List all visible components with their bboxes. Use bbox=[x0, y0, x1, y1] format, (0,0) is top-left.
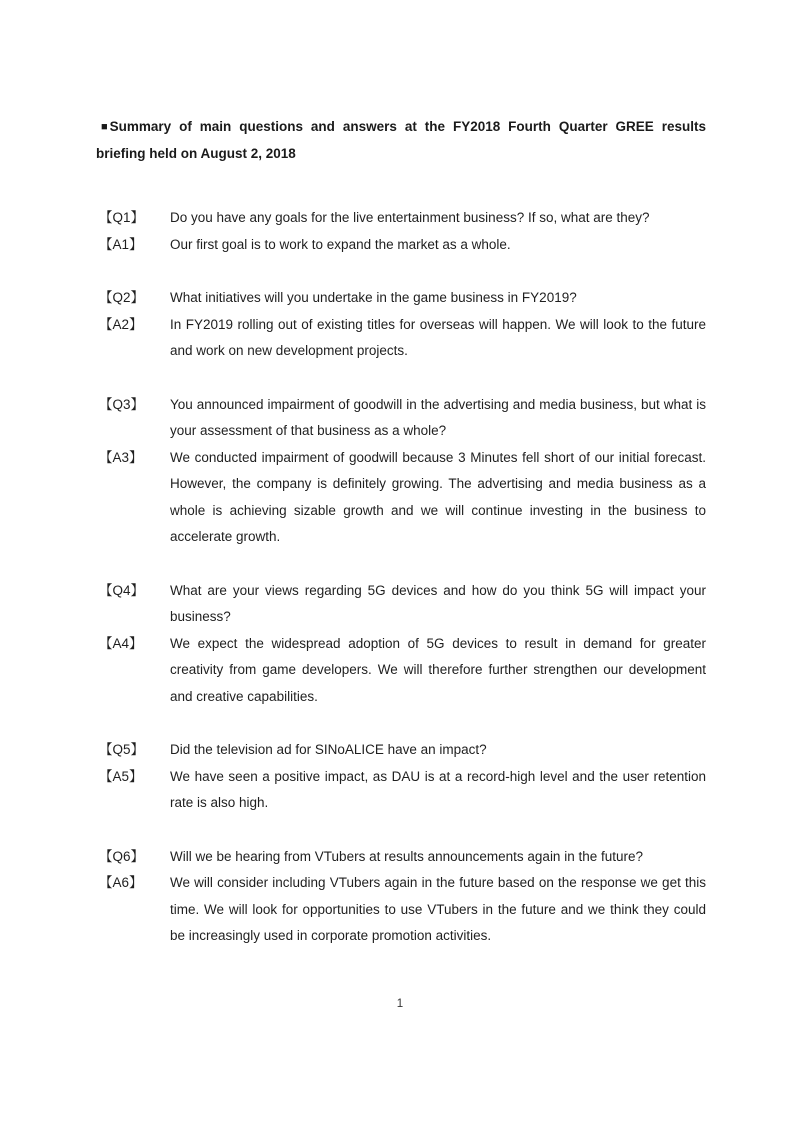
answer-row bbox=[96, 445, 706, 551]
answer-text: We have seen a positive impact, as DAU is at a record-high level and the user retention rate is also high. bbox=[170, 768, 706, 810]
question-label: 【Q4】 bbox=[99, 582, 145, 598]
answer-label: 【A5】 bbox=[99, 768, 143, 784]
square-bullet-icon: ■ bbox=[101, 121, 108, 133]
answer-row bbox=[96, 312, 706, 365]
answer-label: 【A6】 bbox=[99, 875, 143, 890]
answer-text: We will consider including VTubers again in the future based on the response we get this time. We will look for opportunities to use VTubers in the future and we think they could be increasingly used in corporate promotion activities. bbox=[170, 875, 706, 943]
question-row bbox=[96, 205, 706, 232]
answer-row bbox=[96, 631, 706, 711]
document-content bbox=[96, 114, 706, 977]
question-text: You announced impairment of goodwill in the advertising and media business, but what is your assessment of that business as a whole? bbox=[170, 396, 706, 438]
answer-label: 【A4】 bbox=[99, 635, 143, 651]
question-row bbox=[96, 578, 706, 631]
qa-group-4 bbox=[96, 578, 706, 711]
answer-label: 【A2】 bbox=[99, 316, 143, 332]
question-row bbox=[96, 285, 706, 312]
answer-text: We expect the widespread adoption of 5G devices to result in demand for greater creativity from game developers. We will therefore further strengthen our development and creative capabilities. bbox=[170, 635, 706, 704]
question-label: 【Q1】 bbox=[99, 210, 145, 225]
question-text: What are your views regarding 5G devices and how do you think 5G will impact your business? bbox=[170, 582, 706, 624]
question-row bbox=[96, 392, 706, 445]
qa-group-6 bbox=[96, 844, 706, 950]
question-text: Do you have any goals for the live entertainment business? If so, what are they? bbox=[170, 210, 650, 225]
question-label: 【Q5】 bbox=[99, 742, 145, 757]
page-number: 1 bbox=[396, 998, 404, 1010]
qa-group-5 bbox=[96, 737, 706, 817]
question-row bbox=[96, 844, 706, 871]
answer-text: We conducted impairment of goodwill because 3 Minutes fell short of our initial forecast. However, the company is definitely growing. The advertising and media business as a whole is achieving sizable growth and we will continue investing in the business to accelerate growth. bbox=[170, 449, 706, 544]
question-row bbox=[96, 737, 706, 764]
qa-group-1 bbox=[96, 205, 706, 258]
qa-group-2 bbox=[96, 285, 706, 365]
answer-text: In FY2019 rolling out of existing titles for overseas will happen. We will look to the future and work on new development projects. bbox=[170, 316, 706, 358]
answer-row bbox=[96, 870, 706, 950]
answer-label: 【A1】 bbox=[99, 236, 143, 252]
qa-group-3 bbox=[96, 392, 706, 551]
document-title bbox=[96, 114, 706, 167]
question-label: 【Q2】 bbox=[99, 290, 145, 305]
question-text: What initiatives will you undertake in the game business in FY2019? bbox=[170, 290, 577, 305]
question-label: 【Q6】 bbox=[99, 848, 145, 864]
answer-row bbox=[96, 764, 706, 817]
answer-row bbox=[96, 232, 706, 259]
question-text: Did the television ad for SINoALICE have an impact? bbox=[170, 742, 487, 757]
answer-text: Our first goal is to work to expand the market as a whole. bbox=[170, 236, 511, 252]
answer-label: 【A3】 bbox=[99, 449, 143, 465]
question-text: Will we be hearing from VTubers at results announcements again in the future? bbox=[170, 848, 644, 864]
document-title-text: Summary of main questions and answers at the FY2018 Fourth Quarter GREE results briefing held on August 2, 2018 bbox=[96, 119, 706, 161]
question-label: 【Q3】 bbox=[99, 396, 145, 412]
